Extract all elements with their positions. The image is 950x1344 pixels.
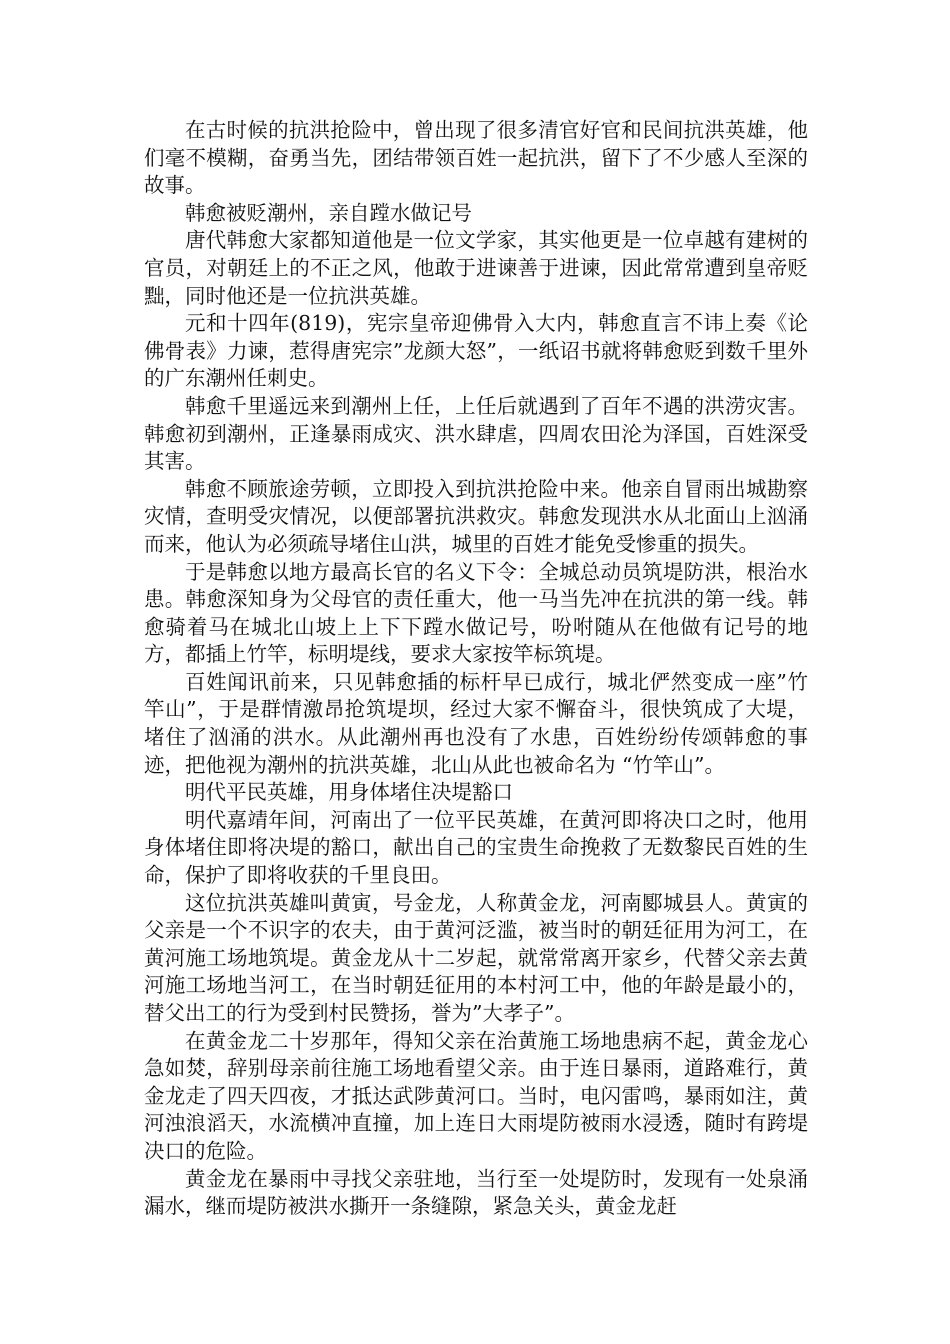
paragraph: 元和十四年(819)，宪宗皇帝迎佛骨入大内，韩愈直言不讳上奏《论佛骨表》力谏，惹得唐宪宗”龙颜大怒”，一纸诏书就将韩愈贬到数千里外的广东潮州任刺史。 bbox=[144, 311, 808, 391]
document-body bbox=[144, 117, 808, 1221]
paragraph: 韩愈不顾旅途劳顿，立即投入到抗洪抢险中来。他亲自冒雨出城勘察灾情，查明受灾情况，以便部署抗洪救灾。韩愈发现洪水从北面山上汹涌而来，他认为必须疏导堵住山洪，城里的百姓才能免受惨重的损失。 bbox=[144, 476, 808, 556]
section-heading-han-yu: 韩愈被贬潮州，亲自蹚水做记号 bbox=[185, 200, 472, 225]
paragraph: 韩愈千里遥远来到潮州上任，上任后就遇到了百年不遇的洪涝灾害。韩愈初到潮州，正逢暴雨成灾、洪水肆虐，四周农田沦为泽国，百姓深受其害。 bbox=[144, 393, 808, 474]
paragraph: 于是韩愈以地方最高长官的名义下令：全城总动员筑堤防洪，根治水患。韩愈深知身为父母官的责任重大，他一马当先冲在抗洪的第一线。韩愈骑着马在城北山坡上上下下蹚水做记号，吩咐随从在他做有记号的地方，都插上竹竿，标明堤线，要求大家按竿标筑堤。 bbox=[144, 559, 808, 667]
paragraph: 这位抗洪英雄叫黄寅，号金龙，人称黄金龙，河南郾城县人。黄寅的父亲是一个不识字的农夫，由于黄河泛滥，被当时的朝廷征用为河工，在黄河施工场地筑堤。黄金龙从十二岁起，就常常离开家乡，代替父亲去黄河施工场地当河工，在当时朝廷征用的本村河工中，他的年龄是最小的，替父出工的行为受到村民赞扬，誉为”大孝子”。 bbox=[144, 890, 808, 1025]
paragraph: 明代嘉靖年间，河南出了一位平民英雄，在黄河即将决口之时，他用身体堵住即将决堤的豁口，献出自己的宝贵生命挽救了无数黎民百姓的生命，保护了即将收获的千里良田。 bbox=[144, 807, 808, 888]
section-heading-huang-jinlong: 明代平民英雄，用身体堵住决堤豁口 bbox=[185, 780, 513, 805]
paragraph: 百姓闻讯前来，只见韩愈插的标杆早已成行，城北俨然变成一座”竹竿山”，于是群情激昂抢筑堤坝，经过大家不懈奋斗，很快筑成了大堤，堵住了汹涌的洪水。从此潮州再也没有了水患，百姓纷纷传颂韩愈的事迹，把他视为潮州的抗洪英雄，北山从此也被命名为 “竹竿山”。 bbox=[144, 669, 808, 777]
paragraph: 在黄金龙二十岁那年，得知父亲在治黄施工场地患病不起，黄金龙心急如焚，辞别母亲前往施工场地看望父亲。由于连日暴雨，道路难行，黄金龙走了四天四夜，才抵达武陟黄河口。当时，电闪雷鸣，暴雨如注，黄河浊浪滔天，水流横冲直撞，加上连日大雨堤防被雨水浸透，随时有跨堤决口的危险。 bbox=[144, 1028, 808, 1163]
paragraph-intro: 在古时候的抗洪抢险中，曾出现了很多清官好官和民间抗洪英雄，他们毫不模糊，奋勇当先，团结带领百姓一起抗洪，留下了不少感人至深的故事。 bbox=[144, 118, 808, 198]
paragraph: 唐代韩愈大家都知道他是一位文学家，其实他更是一位卓越有建树的官员，对朝廷上的不正之风，他敢于进谏善于进谏，因此常常遭到皇帝贬黜，同时他还是一位抗洪英雄。 bbox=[144, 228, 808, 308]
paragraph: 黄金龙在暴雨中寻找父亲驻地，当行至一处堤防时，发现有一处泉涌漏水，继而堤防被洪水撕开一条缝隙，紧急关头，黄金龙赶 bbox=[144, 1166, 808, 1219]
